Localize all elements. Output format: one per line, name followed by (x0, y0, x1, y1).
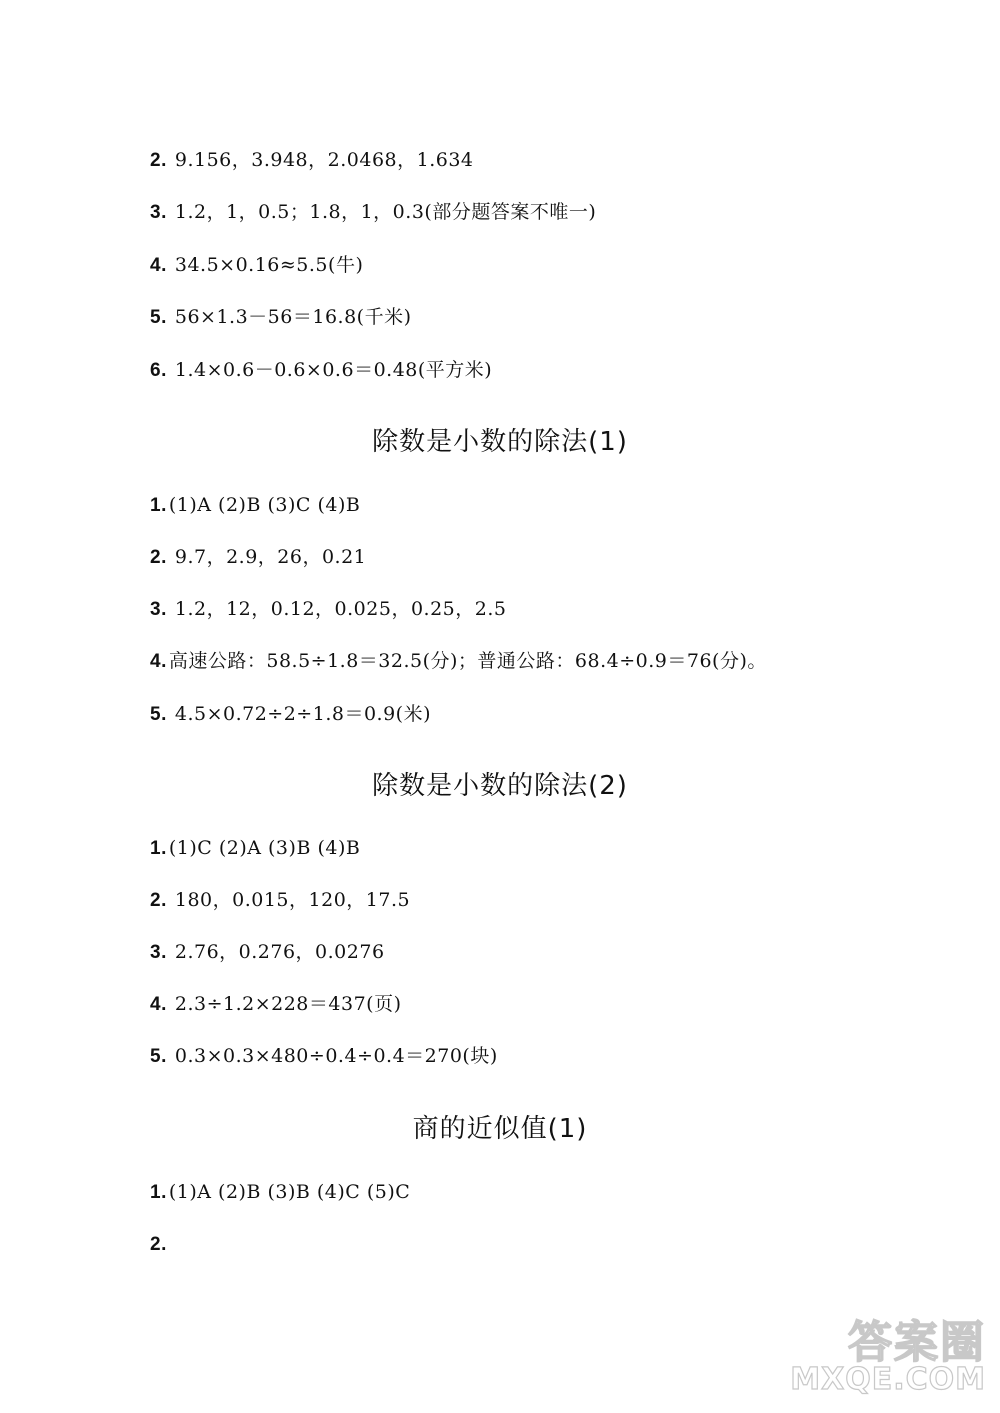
item-number: 4. (150, 255, 167, 276)
item-answer: 34.5×0.16≈5.5(牛) (174, 254, 364, 276)
answer-line (150, 148, 474, 173)
watermark-url: MXQE.COM (790, 1362, 986, 1397)
item-number: 5. (150, 1046, 167, 1067)
item-number: 1. (150, 838, 167, 859)
section-heading: 除数是小数的除法(1) (372, 427, 628, 457)
answer-line (150, 702, 431, 727)
item-number: 2. (150, 890, 167, 911)
answer-line (150, 1232, 175, 1257)
answer-line (150, 597, 506, 622)
watermark-text: 答案圈 (848, 1317, 986, 1368)
item-answer: 高速公路：58.5÷1.8＝32.5(分)；普通公路：68.4÷0.9＝76(分)。 (168, 650, 767, 672)
item-number: 5. (150, 307, 167, 328)
item-number: 3. (150, 599, 167, 620)
item-answer: (1)C (2)A (3)B (4)B (168, 837, 361, 859)
item-answer: 4.5×0.72÷2÷1.8＝0.9(米) (174, 703, 431, 725)
item-number: 2. (150, 547, 167, 568)
item-number: 6. (150, 360, 167, 381)
item-number: 1. (150, 495, 167, 516)
answer-line (150, 1044, 498, 1069)
item-number: 5. (150, 704, 167, 725)
item-answer: (1)A (2)B (3)C (4)B (168, 494, 361, 516)
item-answer: 0.3×0.3×480÷0.4÷0.4＝270(块) (174, 1045, 498, 1067)
answer-line (150, 305, 411, 330)
item-number: 3. (150, 202, 167, 223)
item-answer: 56×1.3－56＝16.8(千米) (174, 306, 412, 328)
item-answer: (1)A (2)B (3)B (4)C (5)C (168, 1181, 411, 1203)
answer-line (150, 200, 596, 225)
section-heading: 商的近似值(1) (412, 1114, 588, 1144)
item-answer: 2.76，0.276，0.0276 (174, 941, 385, 963)
item-answer: 1.2，1，0.5；1.8，1，0.3(部分题答案不唯一) (174, 201, 597, 223)
item-answer: 9.156，3.948，2.0468，1.634 (174, 149, 474, 171)
answer-line (150, 545, 366, 570)
item-number: 3. (150, 942, 167, 963)
watermark-logo (790, 1300, 1000, 1413)
item-number: 4. (150, 994, 167, 1015)
answer-line (150, 358, 492, 383)
section-heading: 除数是小数的除法(2) (372, 771, 628, 801)
answer-line (150, 992, 402, 1017)
item-number: 2. (150, 150, 167, 171)
item-number: 4. (150, 651, 167, 672)
item-answer: 1.4×0.6－0.6×0.6＝0.48(平方米) (174, 359, 493, 381)
answer-line (150, 836, 360, 861)
answer-line (150, 253, 363, 278)
answer-line (150, 493, 360, 518)
answer-line (150, 940, 385, 965)
item-answer: 180，0.015，120，17.5 (174, 889, 411, 911)
item-answer: 1.2，12，0.12，0.025，0.25，2.5 (174, 598, 507, 620)
answer-line (150, 649, 767, 674)
item-answer: 2.3÷1.2×228＝437(页) (174, 993, 402, 1015)
item-number: 1. (150, 1182, 167, 1203)
item-answer: 9.7，2.9，26，0.21 (174, 546, 367, 568)
answer-line (150, 888, 410, 913)
answer-line (150, 1180, 410, 1205)
item-number: 2. (150, 1234, 167, 1255)
